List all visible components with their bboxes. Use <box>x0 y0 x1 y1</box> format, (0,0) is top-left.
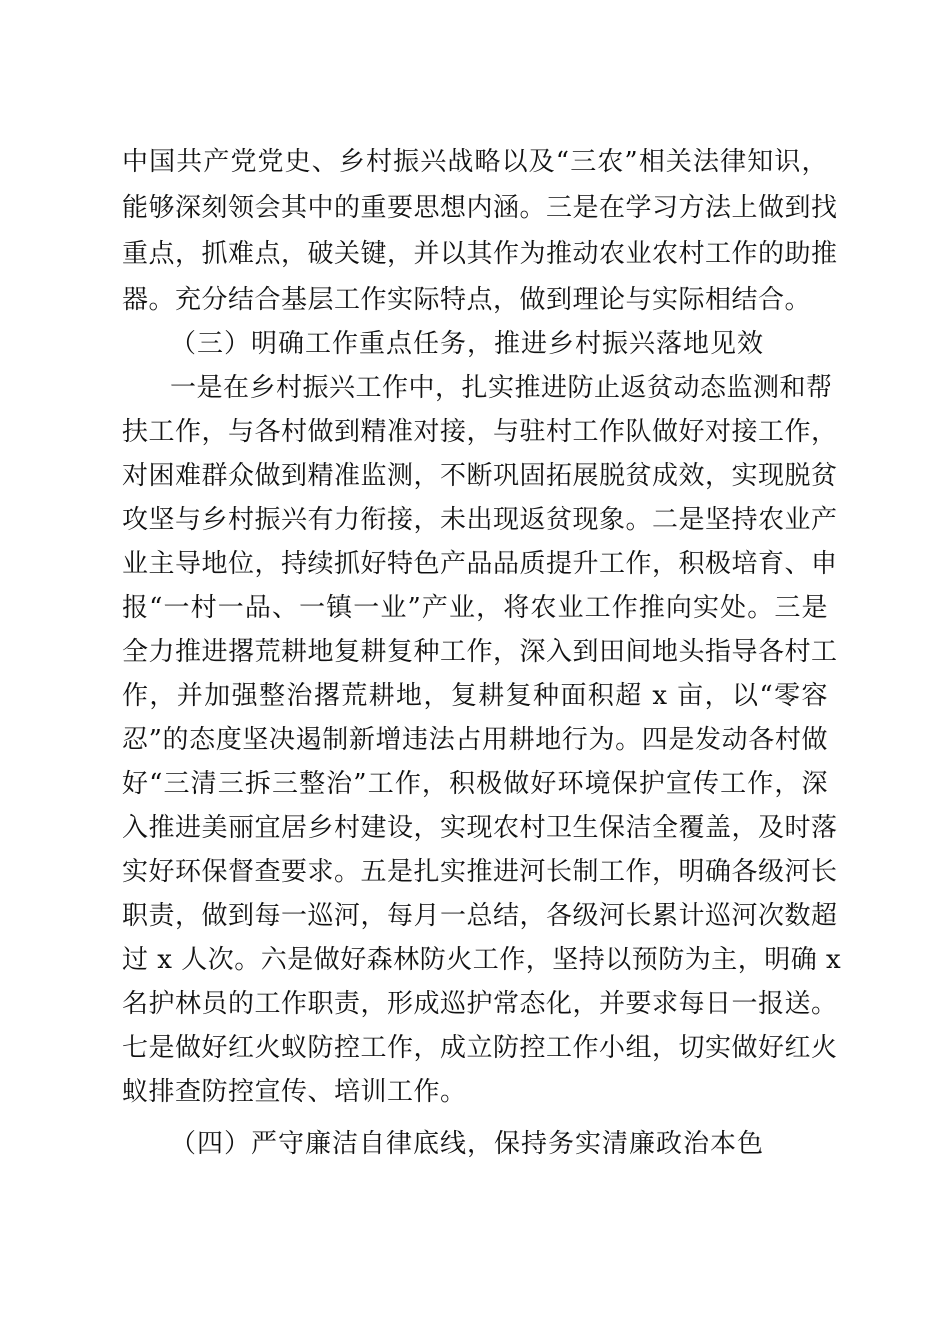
text-line: 实好环保督查要求。五是扎实推进河长制工作，明确各级河长 <box>122 857 838 887</box>
text-line: 入推进美丽宜居乡村建设，实现农村卫生保洁全覆盖，及时落 <box>122 813 838 843</box>
text-line: 职责，做到每一巡河，每月一总结，各级河长累计巡河次数超 <box>122 901 838 931</box>
text-line: 全力推进撂荒耕地复耕复种工作，深入到田间地头指导各村工 <box>122 637 838 667</box>
text-line: 攻坚与乡村振兴有力衔接，未出现返贫现象。二是坚持农业产 <box>122 505 838 535</box>
section-heading-4: （四）严守廉洁自律底线，保持务实清廉政治本色 <box>170 1129 765 1159</box>
text-line: 一是在乡村振兴工作中，扎实推进防止返贫动态监测和帮 <box>170 373 833 403</box>
text-line: 器。充分结合基层工作实际特点，做到理论与实际相结合。 <box>122 285 812 315</box>
text-line: 报“一村一品、一镇一业”产业，将农业工作推向实处。三是 <box>122 593 828 623</box>
text-line: 七是做好红火蚁防控工作，成立防控工作小组，切实做好红火 <box>122 1033 838 1063</box>
text-line: 扶工作，与各村做到精准对接，与驻村工作队做好对接工作， <box>122 417 838 447</box>
text-line: 蚁排查防控宣传、培训工作。 <box>122 1077 467 1107</box>
text-line: 对困难群众做到精准监测，不断巩固拓展脱贫成效，实现脱贫 <box>122 461 838 491</box>
text-line: 能够深刻领会其中的重要思想内涵。三是在学习方法上做到找 <box>122 193 838 223</box>
text-line: 中国共产党党史、乡村振兴战略以及“三农”相关法律知识， <box>122 147 828 177</box>
text-line: 过 x 人次。六是做好森林防火工作，坚持以预防为主，明确 x <box>122 945 842 975</box>
text-line: 忍”的态度坚决遏制新增违法占用耕地行为。四是发动各村做 <box>122 725 828 755</box>
text-line: 业主导地位，持续抓好特色产品品质提升工作，积极培育、申 <box>122 549 838 579</box>
text-line: 名护林员的工作职责，形成巡护常态化，并要求每日一报送。 <box>122 989 838 1019</box>
text-line: 好“三清三拆三整治”工作，积极做好环境保护宣传工作，深 <box>122 769 828 799</box>
text-line: 重点，抓难点，破关键，并以其作为推动农业农村工作的助推 <box>122 239 838 269</box>
text-line: 作，并加强整治撂荒耕地，复耕复种面积超 x 亩，以“零容 <box>122 681 828 711</box>
section-heading-3: （三）明确工作重点任务，推进乡村振兴落地见效 <box>170 329 765 359</box>
